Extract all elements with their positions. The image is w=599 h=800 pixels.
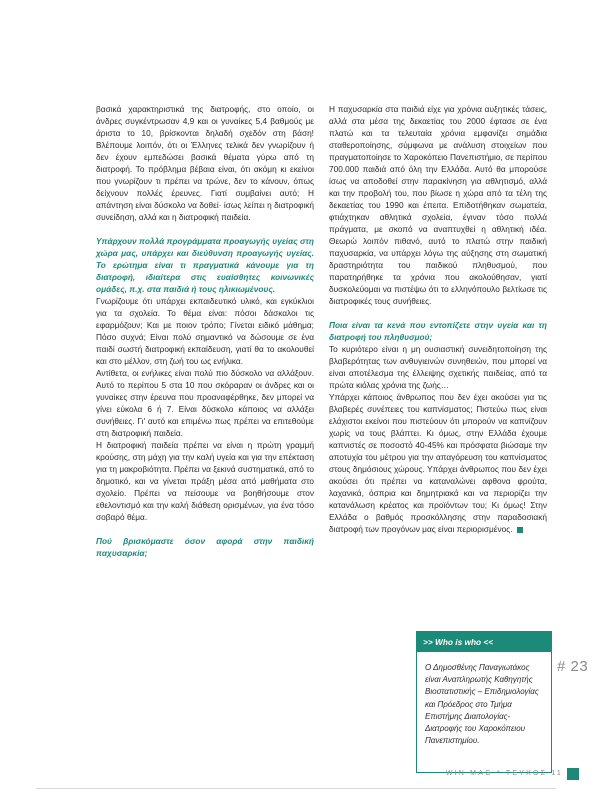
- question-heading: Ποια είναι τα κενά που εντοπίζετε στην υγεία και τη διατροφή του πληθυσμού;: [329, 320, 547, 342]
- article-paragraph: Η διατροφική παιδεία πρέπει να είναι η πρώτη γραμμή κρούσης, στη μάχη για την καλή υγεία και για την επέκταση για τη μακροβιότητα. Πρέπει να ξεκινά συστηματικά, από το δημοτικό, και να γίνεται πράξη μέσα από μαθήματα στο σχολείο. Πρέπει να πείσουμε να βοηθήσουμε στον εθελοντισμό και την καλή διάθεση ορισμένων, για ένα τόσο σοβαρό θέμα.: [96, 440, 314, 522]
- article-paragraph: βασικά χαρακτηριστικά της διατροφής, στο οποίο, οι άνδρες συγκέντρωσαν 4,9 και οι γυναίκες 5,4 βαθμούς με άριστα το 10, βρίσκονται δηλαδή σχεδόν στη βάση! Βλέπουμε λοιπόν, ότι οι Έλληνες τελικά δεν γνωρίζουν ή δεν έχουν εμπεδώσει βασικά θέματα γύρω από τη διατροφή. Το πρόβλημα βέβαια είναι, ότι ακόμη κι εκείνοι που γνωρίζουν τι πρέπει να τρώνε, δεν το κάνουν, όπως δείχνουν πολλές έρευνες. Γιατί συμβαίνει αυτό; Η απάντηση είναι δύσκολο να δοθεί· ίσως λείπει η διατροφική συνείδηση, αλλά και η διατροφική παιδεία.: [96, 104, 314, 222]
- article-column-left: [96, 103, 314, 559]
- article-paragraph-text: Υπάρχει κάποιος άνθρωπος που δεν έχει ακούσει για τις βλαβερές συνέπειες του καπνίσματος; Πιστεύω πως είναι ελάχιστοι εκείνοι που πιστεύουν ότι μπορούν να καπνίζουν χωρίς να τους βλάπτει. Κι όμως, στην Ελλάδα έχουμε καπνιστές σε ποσοστό 40-45% και πρόσφατα βιώσαμε την αποτυχία του μέτρου για την απαγόρευση του καπνίσματος στους δημόσιους χώρους. Υπάρχει άνθρωπος που δεν έχει ακούσει ότι πρέπει να καταναλώνει αφθονα φρούτα, λαχανικά, όσπρια και δημητριακά και να περιορίζει την κατανάλωση κρέατος και προϊόντων του; Κι όμως! Στην Ελλάδα ο βαθμός προσκόλλησης στην παραδοσιακή διατροφή των προγόνων μας είναι περιορισμένος.: [329, 392, 547, 534]
- who-is-who-box: [416, 631, 552, 773]
- article-paragraph: [329, 391, 547, 535]
- who-is-who-text: Ο Δημοσθένης Παναγιωτάκος είναι Αναπληρωτής Καθηγητής Βιοστατιστικής – Επιδημιολογίας και Πρόεδρος στο Τμήμα Επιστήμης Διαιτολογίας-Διατροφής του Χαροκόπειου Πανεπιστημίου.: [425, 663, 539, 746]
- who-is-who-heading: >> Who is who <<: [417, 632, 551, 652]
- footer-accent-square: [567, 768, 579, 780]
- article-column-right: [329, 103, 547, 535]
- article-paragraph: Το κυριότερο είναι η μη ουσιαστική συνειδητοποίηση της βλαβερότητας των ανθυγιεινών συνηθειών, που μπορεί να είναι αποτέλεσμα της έλλειψης σχετικής παιδείας, από τα πρώτα κιόλας χρόνια της ζωής…: [329, 344, 547, 390]
- question-heading: Υπάρχουν πολλά προγράμματα προαγωγής υγείας στη χώρα μας, υπάρχει και διεύθυνση προαγωγής υγείας. Το ερώτημα είναι τι πραγματικά κάνουμε για τη διατροφή, ιδιαίτερα στις ευαίσθητες κοινωνικές ομάδες, π.χ. στα παιδιά ή τους ηλικιωμένους.: [96, 236, 314, 294]
- footer: [0, 768, 599, 788]
- footer-magazine-issue: WIN MAG * ΤΕΥΧΟΣ 11: [445, 770, 563, 777]
- end-of-article-mark: [517, 527, 523, 533]
- footer-rule: [36, 788, 556, 789]
- article-paragraph: Γνωρίζουμε ότι υπάρχει εκπαιδευτικό υλικό, και εγκύκλιοι για τα σχολεία. Το θέμα είναι: πόσοι δάσκαλοι τις εφαρμόζουν; Και με ποιον τρόπο; Γίνεται ειδικό μάθημα; Πόσο συχνά; Είναι πολύ σημαντικό να δώσουμε σε ένα παιδί σωστή διατροφική εκπαίδευση, γιατί θα το ακολουθεί και στο μέλλον, στη ζωή του ως ενήλικα.: [96, 296, 314, 366]
- page-number: # 23: [557, 658, 589, 675]
- article-paragraph: Η παχυσαρκία στα παιδιά είχε για χρόνια αυξητικές τάσεις, αλλά στα μέσα της δεκαετίας του 2000 έφτασε σε ένα πλατώ και τα τελευταία χρόνια εμφανίζει σημάδια σταθεροποίησης, σύμφωνα με ανάλυση στοιχείων που πραγματοποίησε το Χαροκόπειο Πανεπιστήμιο, σε περίπου 700.000 παιδιά από όλη την Ελλάδα. Αυτό θα μπορούσε ίσως να αποδοθεί στην παρακίνηση για αθλητισμό, αλλά και την προβολή του, που βίωσε η χώρα από τα τέλη της δεκαετίας του 1990 και έπειτα. Επιδοτήθηκαν σωματεία, φτιάχτηκαν αθλητικά σχολεία, έγιναν τόσο πολλά πράγματα, με σκοπό να αναπτυχθεί η αθλητική ιδέα. Θεωρώ λοιπόν πιθανό, αυτό το πλατώ στην παιδική παχυσαρκία, να υπάρχει λόγω της αύξησης στη σωματική δραστηριότητα του παιδικού πληθυσμού, που παρατηρήθηκε τα χρόνια που ακολούθησαν, γιατί δυσκολεύομαι να πιστέψω ότι το ελληνόπουλο βελτίωσε τις διατροφικές τους συνήθειες.: [329, 104, 547, 306]
- question-heading: Πού βρισκόμαστε όσον αφορά στην παιδική παχυσαρκία;: [96, 536, 314, 558]
- article-paragraph: Αντίθετα, οι ενήλικες είναι πολύ πιο δύσκολο να αλλάξουν. Αυτό το περίπου 5 στα 10 που σκόραραν οι άνδρες και οι γυναίκες στην έρευνα που προαναφέρθηκε, δεν μπορεί να γίνει εύκολα 6 ή 7. Είναι δύσκολο κάποιος να αλλάξει συνήθειες. Γι' αυτό και επιμένω πως πρέπει να επιτεθούμε στη διατροφική παιδεία.: [96, 368, 314, 438]
